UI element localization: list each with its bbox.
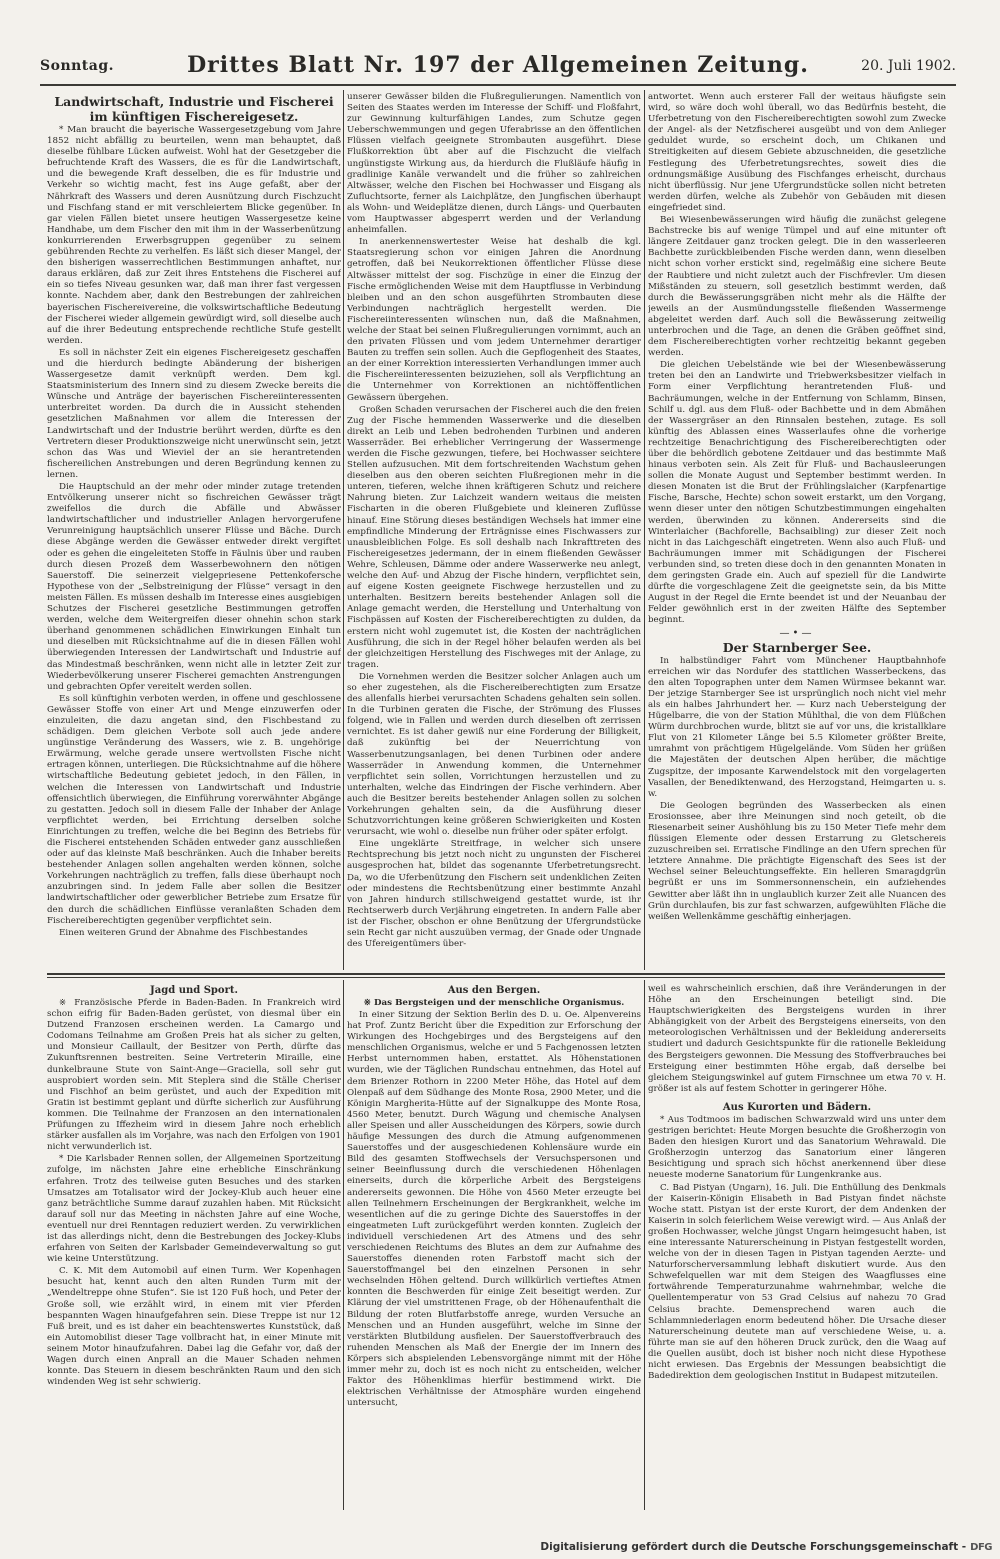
article-headline-fischerei: Landwirtschaft, Industrie und Fischerei im künftigen Fischereigesetz. [54,94,334,124]
paragraph: In einer Sitzung der Sektion Berlin des D. u. Oe. Alpenvereins hat Prof. Zuntz Bericht über die Expedition zur Erforschung der Wirkungen des Hochgebirges und des Bergsteigens auf den menschlichen Organismus, welche er und 5 Fachgenossen letzten Herbst unternommen haben, erstattet. Als Höhenstationen wurden, wie der Täglichen Rundschau entnehmen, das Hotel auf dem Brienzer Rothorn in 2200 Meter Höhe, das Hotel auf dem Olenpaß auf dem Südhange des Monte Rosa, 2900 Meter, und die Königin Margherita-Hütte auf der Signalkuppe des Monte Rosa, 4560 Meter, benutzt. Durch Wägung und chemische Analysen aller Speisen und aller Ausscheidungen des Körpers, sowie durch häufige Messungen des durch die Atmung aufgenommenen Sauerstoffes und der ausgeschiedenen Kohlensäure wurde ein Bild des gesamten Stoffwechsels der Versuchspersonen und seiner Beeinflussung durch die verschiedenen Höhenlagen einerseits, durch die körperliche Arbeit des Bergsteigens andererseits gewonnen. Die Höhe von 4560 Meter erzeugte bei allen Teilnehmern Erscheinungen der Bergkrankheit, welche im wesentlichen auf die zu geringe Dichte des Sauerstoffes in der eingeatmeten Luft zurückgeführt werden konnten. Zugleich der individuell verschiedenen Art des Atmens und des sehr verschiedenen Reichtums des Blutes an dem zur Aufnahme des Sauerstoffes dienenden roten Farbstoff macht sich der Sauerstoffmangel bei den einzelnen Personen in sehr wechselnden Höhen geltend. Durch willkürlich vertieftes Atmen konnten die Beschwerden für einige Zeit beseitigt werden. Zur Klärung der viel umstrittenen Frage, ob der Höhenaufenthalt die Bildung der roten Blutfarbstoffe anrege, wurden Versuche an Menschen und an Hunden ausgeführt, welche im Sinne der verstärkten Blutbildung ausfielen. Der Sauerstoffverbrauch des ruhenden Menschen als Maß der Energie der im Innern des Körpers sich abspielenden Lebensvorgänge nimmt mit der Höhe immer mehr zu, doch ist es noch nicht zu entscheiden, welcher Faktor des Höhenklimas hierfür bestimmend wirkt. Die elektrischen Verhältnisse der Atmosphäre wurden eingehend untersucht, [347,1010,641,1409]
masthead-day: Sonntag. [40,58,115,74]
paragraph: Die gleichen Uebelstände wie bei der Wiesenbewässerung treten bei den an Landwirte und Triebwerksbesitzer vielfach in Form einer Verpflichtung herantretenden Fluß- und Bachräumungen, welche in der Entfernung von Schlamm, Binsen, Schilf u. dgl. aus dem Fluß- oder Bachbette und in dem Abmähen der Wassergräser an den Rinnsalen bestehen, zutage. Es soll künftig des Ablassen eines Wasserlaufes ohne die vorherige rechtzeitige Benachrichtigung des Fischereiberechtigten oder über die behördlich gebotene Zeitdauer und das bestimmte Maß hinaus verboten sein. Als Zeit für Fluß- und Bachausleerungen sollen die Monate August und September bestimmt werden. In diesen Monaten ist die Brut der Frühlingslaicher (Karpfenartige Fische, Barsche, Hechte) schon soweit erstarkt, um den Vorgang, wenn dieser unter den nötigen Schutzbestimmungen eingehalten werden, überwinden zu können. Andererseits sind die Winterlaicher (Bachforelle, Bachsaibling) zur dieser Zeit noch nicht in das Laichgeschäft eingetreten. Wenn also auch Fluß- und Bachräumungen immer mit Schädigungen der Fischerei verbunden sind, so treten diese doch in den genannten Monaten in dem geringsten Grade ein. Auch auf speziell für die Landwirte dürfte die vorgeschlagene Zeit die geeignetste sein, da bis Mitte August in der Regel die Ernte beendet ist und der Neuanbau der Felder gewöhnlich erst in der zweiten Hälfte des September beginnt. [648,360,946,626]
dfg-logo: DFG [970,1541,992,1553]
paragraph: unserer Gewässer bilden die Flußregulierungen. Namentlich von Seiten des Staates werden im Interesse der Schiff- und Floßfahrt, zur Gewinnung kulturfähigen Landes, zum Schutze gegen Ueberschwemmungen und gegen Uferabrisse an den öffentlichen Flüssen vielfach geeignete Strombauten ausgeführt. Diese Flußkorrektion übt aber auf die Fischzucht die vielfach ungünstigste Wirkung aus, da hierdurch die Flußläufe häufig in gradlinige Kanäle verwandelt und die früher so zahlreichen Altwässer, welche den Fischen bei Hochwasser und Eisgang als Zufluchtsorte, ferner als Laichplätze, den Jungfischen überhaupt als Wohn- und Weideplätze dienen, durch Längs- und Querbauten vom Hauptwasser abgesperrt werden und der Verlandung anheimfallen. [347,92,641,236]
footer-text: Digitalisierung gefördert durch die Deutsche Forschungsgemeinschaft - [540,1541,967,1553]
column-divider [343,980,344,1510]
column-bergen [347,984,641,1506]
paragraph: Es soll in nächster Zeit ein eigenes Fischereigesetz geschaffen und die hierdurch bedingte Abänderung der bisherigen Wassergesetze damit verknüpft werden. Dem kgl. Staatsministerium des Innern sind zu diesem Zwecke bereits die Wünsche und Anträge der bayerischen Fischereiinteressenten unterbreitet worden. Da durch die in Aussicht stehenden gesetzlichen Maßnahmen vor allem die Interessen der Landwirtschaft und der Industrie berührt werden, dürfte es den Vertretern dieser Produktionszweige nicht unerwünscht sein, jetzt schon das Was und Wieviel der an sie herantretenden fischereilichen Anstrebungen und deren Begründung kennen zu lernen. [47,347,341,480]
paragraph: Es soll künftighin verboten werden, in offene und geschlossene Gewässer Stoffe von einer Art und Menge einzuwerfen oder einzuleiten, die dazu angetan sind, den Fischbestand zu schädigen. Dem gleichen Verbote soll auch jede andere ungünstige Veränderung des Wassers, wie z. B. ungehörige Erwärmung, welche gerade unsere wertvollsten Fische nicht ertragen können, unterliegen. Die Rücksichtnahme auf die höhere wirtschaftliche Bedeutung gebietet jedoch, in den Fällen, in welchen die Interessen von Landwirtschaft und Industrie offensichtlich überwiegen, die Einführung vorerwähnter Abgänge zu gestatten. Jedoch soll in diesem Falle der Inhaber der Anlage verpflichtet werden, bei Errichtung derselben solche Einrichtungen zu treffen, welche die bei Beginn des Betriebs für die Fischerei entstehenden Schäden entweder ganz ausschließen oder auf das kleinste Maß beschränken. Auch die Inhaber bereits bestehender Anlagen sollen angehalten werden können, solche Vorkehrungen nachträglich zu treffen, falls diese überhaupt noch anzubringen sind. In jedem Falle aber sollen die Besitzer landwirtschaftlicher oder gewerblicher Betriebe zum Ersatze für den durch die schädlichen Einflüsse veranlaßten Schaden dem Fischereiberechtigten gegenüber verpflichtet sein. [47,693,341,926]
paragraph: ※ Französische Pferde in Baden-Baden. In Frankreich wird schon eifrig für Baden-Baden gerüstet, von diesmal über ein Dutzend Franzosen erscheinen werden. La Camargo und Codomans Teilnahme am Großen Preis hat als sicher zu gelten, und Monsieur Caillault, der Besitzer von Perth, dürfte das Zukunftsrennen bestreiten. Seine Vertreterin Miraille, eine dunkelbraune Stute von Saint-Ange—Graciella, soll sehr gut ausprobiert worden sein. Mit Steplera sind die Ställe Cheriser und Fischhof an beim gerüstet, und auch der Expedition mit Gratin ist bestimmt geplant und dürfte sicherlich zur Ausführung kommen. Die Teilnahme der Franzosen an den internationalen Prüfungen zu Iffezheim wird in diesem Jahre noch erheblich stärker ausfallen als im Vorjahre, was nach den Erfolgen von 1901 nicht verwunderlich ist. [47,998,341,1153]
column-sport [47,984,341,1506]
paragraph: C. K. Mit dem Automobil auf einen Turm. Wer Kopenhagen besucht hat, kennt auch den alten Runden Turm mit der „Wendeltreppe ohne Stufen“. Sie ist 120 Fuß hoch, und Peter der Große soll, wie erzählt wird, in einem mit vier Pferden bespannten Wagen hinaufgefahren sein. Diese Treppe ist nur 12 Fuß breit, und es ist daher ein beachtenswertes Kunststück, daß ein Automobilist dieser Tage vollbracht hat, in einer Minute mit seinem Motor hinaufzufahren. Dabei lag die Gefahr vor, daß der Wagen durch einen Anprall an die Mauer Schaden nehmen konnte. Das Steuern in diesem beschränkten Raum und den sich windenden Weg ist sehr schwierig. [47,1266,341,1388]
masthead [40,52,956,82]
column-kurorte [648,984,946,1506]
paragraph: * Aus Todtmoos im badischen Schwarzwald wird uns unter dem gestrigen berichtet: Heute Morgen besuchte die Großherzogin von Baden den hiesigen Kurort und das Sanatorium Wehrawald. Die Großherzogin unterzog das Sanatorium einer längeren Besichtigung und sprach sich höchst anerkennend über diese neueste moderne Sanatorium für Lungenkranke aus. [648,1114,946,1181]
section-headline-sport: Jagd und Sport. [150,985,238,996]
column-2 [347,92,641,968]
section-headline-bergen: Aus den Bergen. [447,985,541,996]
masthead-date: 20. Juli 1902. [861,58,956,74]
paragraph: Eine ungeklärte Streitfrage, in welcher sich unsere Rechtsprechung bis jetzt noch nicht zu ungunsten der Fischerei ausgesprochen hat, bildet das sogenannte Uferbetretungsrecht. Da, wo die Uferbenützung den Fischern seit undenklichen Zeiten oder mindestens die Rechtsbenützung einer bestimmte Anzahl von Jahren hindurch stillschweigend gestattet wurde, ist ihr Rechtserwerb durch Verjährung eingetreten. In andern Falle aber ist der Fischer, obschon er ohne Benützung der Ufergrundstücke sein Recht gar nicht auszuüben vermag, der Gnade oder Ungnade des Ufereigentümers über- [347,839,641,950]
column-3 [648,92,946,968]
paragraph: * Man braucht die bayerische Wassergesetzgebung vom Jahre 1852 nicht abfällig zu beurteilen, wenn man behauptet, daß dieselbe fühlbare Lücken aufweist. Wohl hat der Gesetzgeber die befruchtende Kraft des Wassers, die es für die Landwirtschaft, und die bewegende Kraft desselben, die es für Industrie und Verkehr so wichtig macht, fest ins Auge gefaßt, aber der Nährkraft des Wassers und deren Ausnützung durch Fischzucht und Fischfang stand er mit verschleiertem Blicke gegenüber. In gar vielen Fällen bietet unsere heutigen Wassergesetze keine Handhabe, um dem Fischer den mit ihm in der Wasserbenützung konkurrierenden Erwerbsgruppen gegenüber zu seinem gebührenden Rechte zu verhelfen. Es läßt sich dieser Mangel, der den bisherigen wasserrechtlichen Bestimmungen anhaftet, nur daraus erklären, daß zur Zeit ihres Entstehens die Fischerei auf ein so tiefes Niveau gesunken war, daß man ihrer fast vergessen konnte. Nachdem aber, dank den Bestrebungen der zahlreichen bayerischen Fischereivereine, die volkswirtschaftliche Bedeutung der Fischerei wieder allgemein gewürdigt wird, soll dieselbe auch auf die ihrer Bedeutung entsprechende rechtliche Stufe gestellt werden. [47,125,341,346]
article-headline-starnberger: Der Starnberger See. [722,639,872,655]
paragraph: weil es wahrscheinlich erschien, daß ihre Veränderungen in der Höhe an den Erscheinungen beteiligt sind. Die Hauptschwierigkeiten des Bergsteigens wurden in ihrer Abhängigkeit von der Arbeit des Bergsteigens einerseits, von den meteorologischen Verhältnissen und der Bekleidung andererseits studiert und dadurch Gesichtspunkte für die rationelle Bekleidung des Bergsteigers gewonnen. Die Messung des Stoffverbrauches bei Ersteigung einer bestimmten Höhe ergab, daß derselbe bei gleichem Steigungswinkel auf gutem Firnschnee um etwa 70 v. H. größer ist als auf festem Schotter in geringerer Höhe. [648,984,946,1094]
paragraph: Die Hauptschuld an der mehr oder minder zutage tretenden Entvölkerung unserer nicht so fischreichen Gewässer trägt zweifellos die durch die Abfälle und Abwässer landwirtschaftlicher und industrieller Anlagen hervorgerufene Verunreinigung hauptsächlich unserer Flüsse und Bäche. Durch diese Abgänge werden die Gewässer entweder direkt vergiftet oder es gehen die eingeleiteten Stoffe in Fäulnis über und rauben durch diesen Prozeß dem Wasserbewohnern den nötigen Sauerstoff. Die seinerzeit vielgepriesene Pettenkofersche Hypothese von der „Selbstreinigung der Flüsse“ versagt in den meisten Fällen. Es müssen deshalb im Interesse eines ausgiebigen Schutzes der Fischerei gesetzliche Bestimmungen getroffen werden, welche dem Weitergreifen dieser ohnehin schon stark überhand genommenen schädlichen Einwirkungen Einhalt tun und dieselben mit Rücksichtnahme auf die in diesen Fällen wohl überwiegenden Interessen der Landwirtschaft und Industrie auf das Mindestmaß beschränken, wenn nicht alle in letzter Zeit zur Wiederbevölkerung unserer Fischerei gemachten Anstrengungen und gebrachten Opfer vereitelt werden sollen. [47,482,341,692]
paragraph: In anerkennenswertester Weise hat deshalb die kgl. Staatsregierung schon vor einigen Jahren die Anordnung getroffen, daß bei Neukorrektionen öffentlicher Flüsse diese Altwässer mittelst der sog. Fischzüge in einer die Einzug der Fische ermöglichenden Weise mit dem Hauptflusse in Verbindung bleiben und an den schon ausgeführten Strombauten diese Verbindungen nachträglich hergestellt werden. Die Fischereiinteressenten wünschen nun, daß die Maßnahmen, welche der Staat bei seinen Flußregulierungen vornimmt, auch an den privaten Flüssen und vom jedem Unternehmer derartiger Bauten zu treffen sein sollen. Auch die Gepflogenheit des Staates, an der einer Korrektion interessierten Verhandlungen immer auch die Fischereiinteressenten beizuziehen, soll als Verpflichtung an die Unternehmer von Korrektionen an nichtöffentlichen Gewässern übergehen. [347,237,641,403]
paragraph: Einen weiteren Grund der Abnahme des Fischbestandes [59,927,308,938]
paragraph: Bei Wiesenbewässerungen wird häufig die zunächst gelegene Bachstrecke bis auf wenige Tümpel und auf eine mitunter oft längere Zeitdauer ganz trocken gelegt. Die in den wasserleeren Bachbette zurückbleibenden Fische werden dann, wenn dieselben nicht schon vorher erstickt sind, regelmäßig eine sichere Beute der Raubtiere und nicht zuletzt auch der Fischfrevler. Um diesen Mißständen zu steuern, soll gesetzlich bestimmt werden, daß durch die Bewässerungsgräben nicht mehr als die Hälfte der jeweils an der Ausmündungsstelle fließenden Wassermenge abgeleitet werden darf. Auch soll die Bewässerung zeitweilig unterbrochen und die Tage, an denen die Gräben geöffnet sind, dem Fischereiberechtigten vorher rechtzeitig bekannt gegeben werden. [648,215,946,359]
digitization-footer [540,1541,992,1553]
column-divider [343,90,344,970]
paragraph: Die Vornehmen werden die Besitzer solcher Anlagen auch um so eher zugestehen, als die Fischereiberechtigten zum Ersatze des allenfalls hierbei verursachten Schadens gehalten sein sollen. In die Turbinen geraten die Fische, der Strömung des Flusses folgend, wie in Fallen und werden durch dieselben oft zerrissen vernichtet. Es ist daher gewiß nur eine Forderung der Billigkeit, daß zukünftig bei der Neuerrichtung von Wasserbenutzungsanlagen, bei denen Turbinen oder andere Wasserräder in Anwendung kommen, die Unternehmer verpflichtet sein sollen, Vorrichtungen herzustellen und zu unterhalten, welche das Eindringen der Fische verhindern. Aber auch die Besitzer bereits bestehender Anlagen sollen zu solchen Vorkehrungen gehalten sein, da die Ausführung dieser Schutzvorrichtungen keine größeren Schwierigkeiten und Kosten verursacht, wie wohl o. dieselbe nun früher oder später erfolgt. [347,671,641,838]
paragraph: Großen Schaden verursachen der Fischerei auch die den freien Zug der Fische hemmenden Wasserwerke und die dieselben direkt an Leib und Leben bedrohenden Turbinen und anderen Wasserräder. Bei erheblicher Verringerung der Wassermenge werden die Fische gezwungen, tiefere, bei Hochwasser seichtere Stellen aufzusuchen. Mit dem fortschreitenden Wachstum gehen dieselben aus den oberen seichten Flußregionen mehr in die unteren, tieferen, welche ihnen kräftigeren Schutz und reichere Nahrung bieten. Zur Laichzeit wandern weitaus die meisten Fischarten in die oberen Flußgebiete und kleineren Zuflüsse hinauf. Eine Störung dieses beständigen Wechsels hat immer eine empfindliche Minderung der Erträgnisse eines Fischwassers zur unausbleiblichen Folge. Es soll deshalb nach Inkrafttreten des Fischereigesetzes jedermann, der in einem fließenden Gewässer Wehre, Schleusen, Dämme oder andere Wasserwerke neu anlegt, welche den Auf- und Abzug der Fische hindern, verpflichtet sein, auf eigene Kosten geeignete Fischwege herzustellen und zu unterhalten. Besitzern bereits bestehender Anlagen soll die Anlage gemacht werden, die Herstellung und Unterhaltung von Fischpässen auf Kosten der Fischereiberechtigten zu dulden, da erstern nicht wohl zugemutet ist, die Kosten der nachträglichen Ausführung, die sich in der Regel höher belaufen werden als bei der gleichzeitigen Herstellung des Fischweges mit der Anlage, zu tragen. [347,404,641,670]
ornament-divider: —•— [779,627,815,639]
paragraph: Die Geologen begründen des Wasserbecken als einen Erosionssee, aber ihre Meinungen sind noch geteilt, ob die Riesenarbeit seiner Aushöhlung bis zu 150 Meter Tiefe mehr dem flüssigen Elemente oder dessen Erstarrung zu Gletschereis zuzuschreiben sei. Erratische Findlinge an den Ufern sprechen für letztere Annahme. Die prächtigte Eigenschaft des Sees ist der Wechsel seiner Beleuchtungseffekte. Ein helleren Smaragdgrün begrüßt er uns im Sommersonnenschein, ein aufziehendes Gewitter aber läßt ihn in unglaublich kurzer Zeit alle Nuancen des Grün durchlaufen, bis zur fast schwarzen, aufgewühlten Fläche die weißen Wellenkämme geschäftig einherjagen. [648,800,946,922]
paragraph: C. Bad Pistyan (Ungarn), 16. Juli. Die Enthüllung des Denkmals der Kaiserin-Königin Elisabeth in Bad Pistyan findet nächste Woche statt. Pistyan ist der erste Kurort, der dem Andenken der Kaiserin in solch feierlichem Weise verewigt wird. — Aus Anlaß der großen Hochwasser, welche jüngst Ungarn heimgesucht haben, ist eine interessante Naturerscheinung in Pistyan festgestellt worden, welche von der in diesen Tagen in Pistyan tagenden Aerzte- und Naturforscherversammlung lebhaft diskutiert wurde. Aus den Schwefelquellen war mit dem Steigen des Waagflusses eine fortwährende Temperaturzunahme wahrnehmbar, welche die Quellentemperatur von 53 Grad Celsius auf nahezu 70 Grad Celsius brachte. Demensprechend waren auch die Schlammniederlagen enorm bedeutend höher. Die Ursache dieser Naturerscheinung deutete man auf verschiedene Weise, u. a. führte man sie auf den höheren Druck zurück, den die Waag auf die Quellen ausübt, doch ist bisher noch nicht diese Hypothese nicht erwiesen. Das Ergebnis der Messungen beabsichtigt die Badedirektion dem geologischen Institut in Budapest mitzuteilen. [648,1182,946,1382]
paragraph: antwortet. Wenn auch ersterer Fall der weitaus häufigste sein wird, so wäre doch wohl überall, wo das Bedürfnis besteht, die Uferbetretung von den Fischereiberechtigten sowohl zum Zwecke der Angel- als der Netzfischerei ausgeübt und von dem Anlieger geduldet wurde, so erscheint doch, um Chikanen und Streitigkeiten auf diesem Gebiete abzuschneiden, die gesetzliche Festlegung des Uferbetretungsrechtes, soweit dies die ordnungsmäßige Ausübung des Fischfanges erheischt, durchaus nicht überflüssig. Nur jene Ufergrundstücke sollen nicht betreten werden dürfen, welche als Zubehör von Gebäuden mit diesen eingefriedet sind. [648,92,946,213]
masthead-title: Drittes Blatt Nr. 197 der Allgemeinen Zeitung. [187,52,809,78]
column-divider [644,980,645,1510]
article-subhead: ※ Das Bergsteigen und der menschliche Organismus. [363,998,625,1008]
paragraph: In halbstündiger Fahrt vom Münchener Hauptbahnhofe erreichen wir das Nordufer des stattlichen Wasserbeckens, das den alten Topographen unter dem Namen Würmsee bekannt war. Der jetzige Starnberger See ist ursprünglich noch nicht viel mehr als ein halbes Jahrhundert her. — Kurz nach Uebersteigung der Hügelbarre, die von der Station Mühlthal, die von dem Flüßchen Würm durchbrochen wurde, blitzt sie auf vor uns, die kristallklare Flut von 21 Kilometer Länge bei 5.5 Kilometer größter Breite, umrahmt von prächtigem Hügelgelände. Vom Süden her grüßen die Majestäten der deutschen Alpen herüber, die mächtige Zugspitze, der imposante Karwendelstock mit den vorgelagerten Vasallen, der Benediktenwand, des Herzogstand, Heimgarten u. s. w. [648,655,946,799]
masthead-rule [40,84,956,86]
column-1 [47,94,341,968]
section-headline-kurorte: Aus Kurorten und Bädern. [722,1101,872,1113]
section-divider [47,973,945,978]
column-divider [644,90,645,970]
paragraph: * Die Karlsbader Rennen sollen, der Allgemeinen Sportzeitung zufolge, im nächsten Jahre eine erhebliche Einschränkung erfahren. Trotz des teilweise guten Besuches und des starken Umsatzes am Totalisator wird der Jockey-Klub auch heuer eine ganz beträchtliche Summe darauf zuzahlen haben. Mit Rücksicht darauf soll nur das Meeting in nächsten Jahre auf eine Woche, eventuell nur drei Renntagen reduziert werden. Zu verwirklichen ist das allerdings nicht, denn die Bestrebungen des Jockey-Klubs erfahren von Seiten der Karlsbader Gemeindeverwaltung so gut wie keine Unterstützung. [47,1154,341,1265]
